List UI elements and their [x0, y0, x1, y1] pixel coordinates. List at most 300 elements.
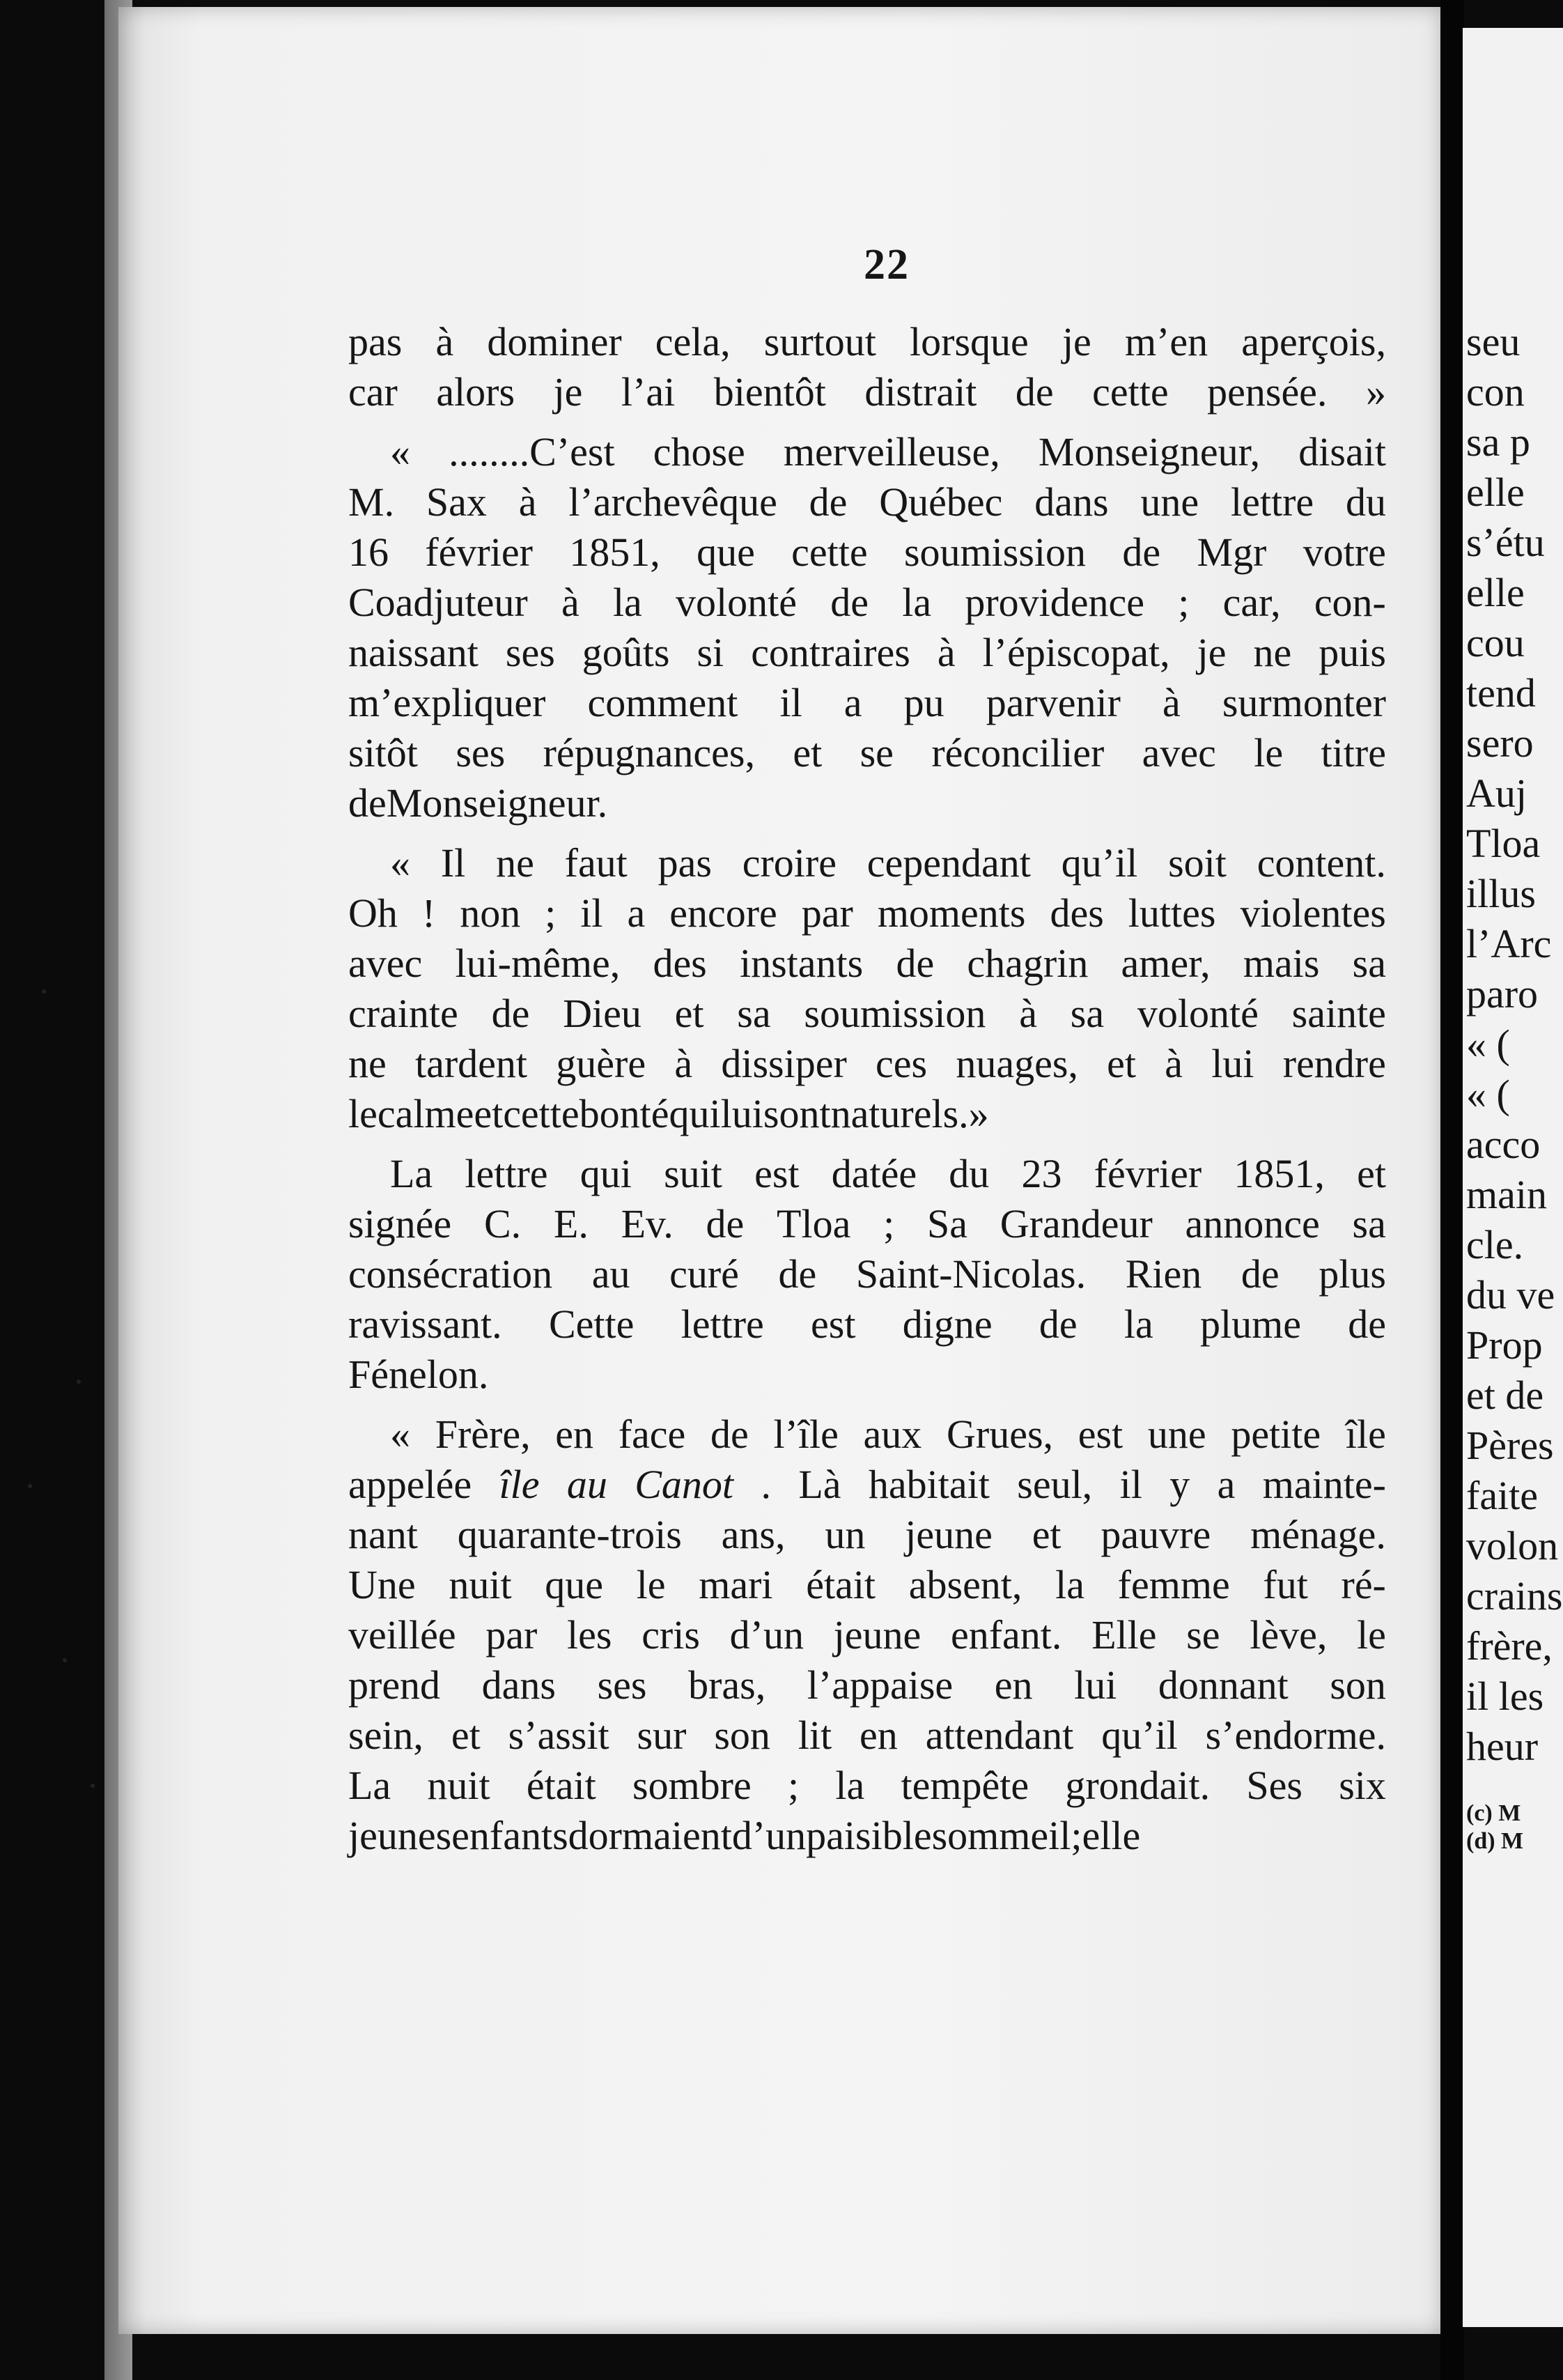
- word: de: [348, 780, 387, 826]
- word: C.: [483, 1201, 522, 1246]
- word: votre: [1302, 530, 1386, 575]
- text-line: [348, 1199, 1386, 1249]
- word: les: [567, 1612, 612, 1658]
- word: des: [1050, 890, 1104, 936]
- text-line: [348, 778, 1386, 828]
- word: sa: [1352, 941, 1386, 986]
- paragraph-gap: [348, 417, 1386, 427]
- word: se: [1186, 1612, 1220, 1658]
- word: pas: [348, 319, 403, 364]
- word: !: [421, 890, 436, 936]
- word: prend: [348, 1662, 441, 1708]
- text-line: [348, 1299, 1386, 1350]
- word: Il: [440, 840, 466, 886]
- word: ses: [597, 1662, 647, 1708]
- text-line: [348, 317, 1386, 367]
- word: à: [1165, 1041, 1183, 1086]
- word: Grandeur: [1000, 1201, 1153, 1246]
- word: moments: [877, 890, 1026, 936]
- word: Québec: [879, 479, 1003, 525]
- word: de: [1241, 1251, 1280, 1297]
- word: lettre: [1231, 479, 1314, 525]
- text-line: [348, 578, 1386, 628]
- word: l’archevêque: [568, 479, 777, 525]
- word: lui-même,: [455, 941, 621, 986]
- word: suit: [664, 1151, 722, 1196]
- word: plus: [1319, 1251, 1386, 1297]
- word: le: [1254, 730, 1284, 775]
- word: du: [1346, 479, 1386, 525]
- word: sa: [1352, 1201, 1386, 1246]
- word: violentes: [1240, 890, 1386, 936]
- word: à: [937, 630, 956, 675]
- word: m’expliquer: [348, 680, 546, 725]
- word: bonté: [579, 1091, 669, 1136]
- right-page-line: l’Arc: [1466, 921, 1552, 966]
- word: cela,: [655, 319, 731, 364]
- word: s’endorme.: [1205, 1713, 1386, 1758]
- word: il: [1119, 1462, 1142, 1507]
- word: alors: [436, 369, 515, 415]
- word: Monseigneur.: [386, 780, 608, 826]
- word: »: [968, 1091, 989, 1136]
- scan-speck: [28, 1484, 32, 1488]
- word: à: [1162, 680, 1181, 725]
- text-line: [348, 367, 1386, 417]
- right-page-line: tend: [1466, 670, 1536, 716]
- word: sombre: [632, 1763, 752, 1808]
- body-text: [348, 317, 1386, 1861]
- word: de: [830, 580, 869, 625]
- right-page-line: « (: [1466, 1072, 1510, 1117]
- right-page-line: Auj: [1466, 771, 1527, 816]
- word: de: [896, 941, 935, 986]
- right-page-line: faite: [1466, 1473, 1539, 1518]
- word: guère: [556, 1041, 646, 1086]
- right-page-line: elle: [1466, 570, 1525, 615]
- text-line: [348, 1710, 1386, 1761]
- word: Sa: [927, 1201, 967, 1246]
- word: signée: [348, 1201, 452, 1246]
- word: comment: [587, 680, 738, 725]
- word: du: [949, 1151, 990, 1196]
- word: curé: [669, 1251, 739, 1297]
- word: de: [1039, 1301, 1078, 1347]
- right-page-line: seu: [1466, 319, 1521, 364]
- text-line: [348, 1660, 1386, 1710]
- text-line: [348, 728, 1386, 778]
- word: ces: [876, 1041, 928, 1086]
- word: son: [1330, 1662, 1386, 1708]
- word: ;: [788, 1763, 800, 1808]
- word: Rien: [1125, 1251, 1202, 1297]
- word: dans: [481, 1662, 556, 1708]
- word: la: [902, 580, 932, 625]
- word: à: [561, 580, 580, 625]
- word: dissiper: [721, 1041, 847, 1086]
- word: à: [518, 479, 537, 525]
- italic-word: au: [566, 1462, 607, 1507]
- word: est: [754, 1151, 800, 1196]
- word: sainte: [1291, 991, 1386, 1036]
- word: nuages,: [956, 1041, 1078, 1086]
- word: et: [674, 991, 704, 1036]
- right-page-line: cou: [1466, 620, 1525, 665]
- right-page-line: cle.: [1466, 1222, 1524, 1267]
- word: chagrin: [967, 941, 1089, 986]
- word: la: [1055, 1562, 1084, 1607]
- word: petite: [1231, 1412, 1321, 1457]
- text-line: [348, 1249, 1386, 1299]
- right-page-line: illus: [1466, 871, 1536, 916]
- right-page-line: crains: [1466, 1573, 1563, 1618]
- word: «: [390, 840, 410, 886]
- word: cette: [791, 530, 868, 575]
- paragraph-gap: [348, 828, 1386, 838]
- text-line: [348, 1039, 1386, 1089]
- word: enfants: [451, 1813, 568, 1858]
- word: est: [811, 1301, 856, 1347]
- text-line: [348, 1089, 1386, 1139]
- paragraph-gap: [348, 1400, 1386, 1409]
- word: et: [1032, 1512, 1062, 1557]
- word: il: [580, 890, 603, 936]
- word: un: [825, 1512, 866, 1557]
- word: Là: [798, 1462, 841, 1507]
- word: habitait: [868, 1462, 990, 1507]
- word: nant: [348, 1512, 418, 1557]
- word: ans,: [721, 1512, 786, 1557]
- word: à: [674, 1041, 693, 1086]
- right-page-footnote: (d) M: [1466, 1828, 1524, 1854]
- word: surmonter: [1222, 680, 1386, 725]
- word: mais: [1243, 941, 1320, 986]
- word: et: [451, 1713, 481, 1758]
- word: Mgr: [1197, 530, 1267, 575]
- word: dormaient: [568, 1813, 732, 1858]
- word: ne: [1253, 630, 1292, 675]
- word: nuit: [427, 1763, 490, 1808]
- word: ses: [456, 730, 506, 775]
- word: avec: [1142, 730, 1216, 775]
- word: lève,: [1250, 1612, 1328, 1658]
- word: providence: [965, 580, 1144, 625]
- text-line: [348, 1761, 1386, 1811]
- word: jeune: [833, 1612, 922, 1658]
- word: répugnances,: [543, 730, 755, 775]
- right-page-line: Prop: [1466, 1322, 1543, 1368]
- word: pensée.: [1207, 369, 1328, 415]
- word: au: [591, 1251, 630, 1297]
- word: qui: [669, 1091, 721, 1136]
- word: de: [491, 991, 530, 1036]
- word: la: [1123, 1301, 1153, 1347]
- word: aperçois,: [1241, 319, 1386, 364]
- word: soumission: [804, 991, 986, 1036]
- word: 16: [348, 530, 389, 575]
- word: d’un: [731, 1813, 807, 1858]
- right-page-line: frère,: [1466, 1623, 1553, 1669]
- word: puis: [1319, 630, 1386, 675]
- word: merveilleuse,: [783, 429, 1000, 474]
- word: sont: [763, 1091, 831, 1136]
- word: chose: [653, 429, 745, 474]
- word: février: [425, 530, 533, 575]
- right-page-line: volon: [1466, 1523, 1559, 1568]
- text-line: [348, 1409, 1386, 1460]
- word: en: [860, 1713, 898, 1758]
- text-line: [348, 1811, 1386, 1861]
- scan-speck: [77, 1380, 81, 1384]
- word: bras,: [688, 1662, 766, 1708]
- word: 1851,: [1234, 1151, 1325, 1196]
- word: tardent: [415, 1041, 528, 1086]
- word: volonté: [1137, 991, 1259, 1036]
- word: crainte: [348, 991, 458, 1036]
- word: car: [348, 369, 398, 415]
- word: qu’il: [1061, 840, 1138, 886]
- word: paisible: [806, 1813, 932, 1858]
- text-line: [348, 628, 1386, 678]
- word: se: [860, 730, 894, 775]
- word: pas: [658, 840, 712, 886]
- word: La: [348, 1763, 391, 1808]
- word: île: [1345, 1412, 1386, 1457]
- word: ménage.: [1250, 1512, 1386, 1557]
- word: disait: [1298, 429, 1386, 474]
- word: naturels.: [830, 1091, 969, 1136]
- word: en: [994, 1662, 1033, 1708]
- word: ;: [545, 890, 557, 936]
- scan-speck: [91, 1784, 95, 1788]
- word: le: [1357, 1612, 1386, 1658]
- page-number: 22: [864, 241, 910, 288]
- word: de: [706, 1201, 745, 1246]
- right-page-line: s’étu: [1466, 520, 1545, 565]
- word: ne: [496, 840, 534, 886]
- word: et: [1107, 1041, 1137, 1086]
- right-page-line: elle: [1466, 470, 1525, 515]
- word: Monseigneur,: [1038, 429, 1261, 474]
- word: ne: [348, 1041, 387, 1086]
- word: tempête: [901, 1763, 1029, 1808]
- right-page-line: sa p: [1466, 419, 1530, 465]
- word: luttes: [1128, 890, 1216, 936]
- word: absent,: [908, 1562, 1022, 1607]
- word: volonté: [676, 580, 798, 625]
- word: cette: [503, 1091, 580, 1136]
- text-line: [348, 527, 1386, 578]
- word: La: [390, 1151, 433, 1196]
- text-line: [348, 1460, 1386, 1510]
- word: elle: [1082, 1813, 1141, 1858]
- word: a: [1217, 1462, 1236, 1507]
- word: lui: [720, 1091, 763, 1136]
- word: dominer: [487, 319, 622, 364]
- right-page-line: « (: [1466, 1021, 1510, 1067]
- word: cette: [1092, 369, 1169, 415]
- word: pauvre: [1101, 1512, 1211, 1557]
- text-line: [348, 1149, 1386, 1199]
- word: m’en: [1124, 319, 1208, 364]
- right-page-line: et de: [1466, 1373, 1544, 1418]
- word: ;: [883, 1201, 895, 1246]
- word: Oh: [348, 890, 398, 936]
- right-page-line: Pères: [1466, 1423, 1554, 1468]
- word: de: [778, 1251, 817, 1297]
- word: rendre: [1282, 1041, 1386, 1086]
- word: grondait.: [1065, 1763, 1211, 1808]
- word: soit: [1168, 840, 1227, 886]
- word: Ses: [1246, 1763, 1302, 1808]
- word: a: [843, 680, 862, 725]
- word: ravissant.: [348, 1301, 502, 1347]
- page-gutter: [1440, 0, 1464, 2380]
- word: Saint-Nicolas.: [855, 1251, 1087, 1297]
- word: amer,: [1121, 941, 1211, 986]
- word: février: [1094, 1151, 1202, 1196]
- word: attendant: [925, 1713, 1074, 1758]
- word: il: [779, 680, 802, 725]
- italic-word: Canot: [635, 1462, 734, 1507]
- text-line: [348, 1350, 1386, 1400]
- word: faut: [564, 840, 628, 886]
- word: Coadjuteur: [348, 580, 528, 625]
- right-page-line: sero: [1466, 720, 1534, 766]
- word: pu: [903, 680, 944, 725]
- word: parvenir: [986, 680, 1121, 725]
- word: de: [1015, 369, 1054, 415]
- word: une: [1140, 479, 1199, 525]
- word: M.: [348, 479, 395, 525]
- word: je: [1197, 630, 1227, 675]
- word: soumission: [903, 530, 1087, 575]
- right-page-line: du ve: [1466, 1272, 1555, 1318]
- word: avec: [348, 941, 423, 986]
- word: instants: [739, 941, 864, 986]
- word: dans: [1034, 479, 1109, 525]
- word: sur: [637, 1713, 687, 1758]
- text-line: [348, 427, 1386, 477]
- footnote-gap: [1466, 1772, 1563, 1800]
- word: goûts: [582, 630, 670, 675]
- word: le: [348, 1091, 378, 1136]
- word: sa: [1070, 991, 1105, 1036]
- word: était: [526, 1763, 596, 1808]
- word: car,: [1222, 580, 1281, 625]
- word: qu’il: [1101, 1713, 1178, 1758]
- word: six: [1339, 1763, 1386, 1808]
- word: fut: [1263, 1562, 1308, 1607]
- word: Grues,: [947, 1412, 1054, 1457]
- word: sitôt: [348, 730, 418, 775]
- word: par: [485, 1612, 538, 1658]
- word: Sax: [426, 479, 487, 525]
- word: lorsque: [910, 319, 1029, 364]
- word: et: [1357, 1151, 1386, 1196]
- word: l’épiscopat,: [982, 630, 1170, 675]
- word: «: [390, 1412, 410, 1457]
- word: était: [806, 1562, 876, 1607]
- word: datée: [831, 1151, 917, 1196]
- word: sein,: [348, 1713, 423, 1758]
- word: réconcilier: [931, 730, 1105, 775]
- word: annonce: [1185, 1201, 1320, 1246]
- word: que: [545, 1562, 603, 1607]
- word: si: [697, 630, 724, 675]
- word: naissant: [348, 630, 479, 675]
- word: l’appaise: [807, 1662, 954, 1708]
- right-page-text: [1466, 317, 1563, 1855]
- word: lettre: [681, 1301, 764, 1347]
- word: et: [474, 1091, 504, 1136]
- word: la: [612, 580, 642, 625]
- right-page-line: heur: [1466, 1724, 1539, 1769]
- word: Tloa: [777, 1201, 851, 1246]
- word: l’ai: [621, 369, 676, 415]
- text-line: [348, 678, 1386, 728]
- word: appelée: [348, 1462, 472, 1507]
- text-line: [348, 1510, 1386, 1560]
- word: de: [1348, 1301, 1386, 1347]
- word: nuit: [449, 1562, 512, 1607]
- word: mari: [699, 1562, 773, 1607]
- word: et: [793, 730, 823, 775]
- word: d’un: [729, 1612, 804, 1658]
- word: je: [1062, 319, 1091, 364]
- italic-word: île: [499, 1462, 540, 1507]
- right-page-line: Tloa: [1466, 821, 1541, 866]
- word: sa: [737, 991, 771, 1036]
- word: la: [835, 1763, 865, 1808]
- word: ;: [1071, 1813, 1082, 1858]
- word: bientôt: [713, 369, 826, 415]
- word: de: [1122, 530, 1161, 575]
- right-page-line: main: [1466, 1172, 1547, 1217]
- word: qui: [580, 1151, 632, 1196]
- word: jeunes: [348, 1813, 452, 1858]
- word: «: [390, 429, 410, 474]
- word: Fénelon.: [348, 1352, 489, 1397]
- word: content.: [1257, 840, 1386, 886]
- word: à: [1019, 991, 1037, 1036]
- text-line: [348, 888, 1386, 938]
- word: seul,: [1017, 1462, 1093, 1507]
- text-line: [348, 477, 1386, 527]
- word: femme: [1117, 1562, 1230, 1607]
- word: plume: [1200, 1301, 1301, 1347]
- word: 1851,: [569, 530, 660, 575]
- word: consécration: [348, 1251, 553, 1297]
- word: Une: [348, 1562, 416, 1607]
- word: contraires: [751, 630, 910, 675]
- right-page-line: acco: [1466, 1122, 1541, 1167]
- word: quarante-trois: [457, 1512, 682, 1557]
- word: Elle: [1091, 1612, 1157, 1658]
- word: son: [714, 1713, 770, 1758]
- scan-speck: [42, 989, 46, 994]
- word: con-: [1314, 580, 1386, 625]
- word: E.: [553, 1201, 589, 1246]
- word: ses: [505, 630, 555, 675]
- text-line: [348, 1610, 1386, 1660]
- word: l’île: [773, 1412, 839, 1457]
- word: face: [618, 1412, 686, 1457]
- right-page-line: il les: [1466, 1674, 1544, 1719]
- word: des: [653, 941, 707, 986]
- right-page-line: paro: [1466, 971, 1539, 1017]
- word: je: [553, 369, 583, 415]
